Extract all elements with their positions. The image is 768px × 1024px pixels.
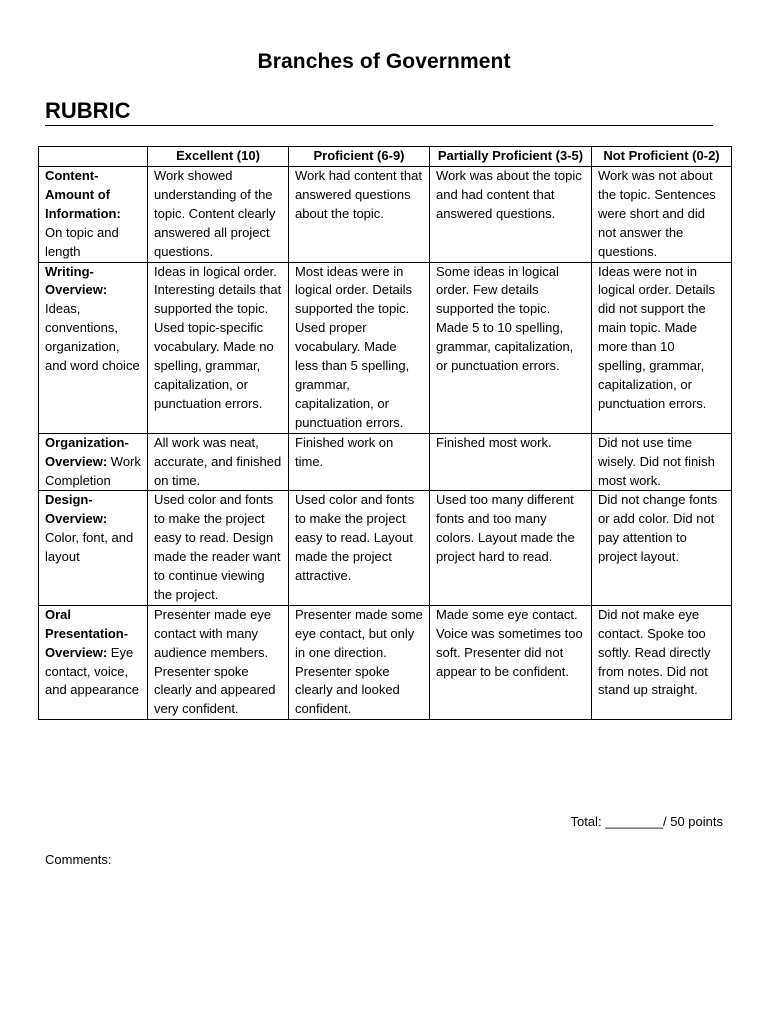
header-cell-proficient: Proficient (6-9) xyxy=(289,147,430,167)
rubric-cell: Work was not about the topic. Sentences were short and did not answer the questions. xyxy=(592,167,732,263)
rubric-cell: All work was neat, accurate, and finished on time. xyxy=(148,433,289,491)
criterion-title: Content- Amount of Information: xyxy=(45,168,121,221)
criterion-title: Oral Presentation- Overview: xyxy=(45,606,129,660)
criterion-description: Eye contact, voice, and appearance xyxy=(45,644,139,698)
rubric-name-line xyxy=(45,98,713,126)
rubric-cell: Did not change fonts or add color. Did not pay attention to project layout. xyxy=(592,491,732,605)
criterion-cell xyxy=(39,167,148,263)
criterion-title: Design- Overview: xyxy=(45,492,108,527)
rubric-cell: Did not use time wisely. Did not finish most work. xyxy=(592,433,732,491)
rubric-cell: Used color and fonts to make the project easy to read. Design made the reader want to continue viewing the project. xyxy=(148,491,289,605)
rubric-cell: Finished most work. xyxy=(430,433,592,491)
rubric-cell: Did not make eye contact. Spoke too softly. Read directly from notes. Did not stand up straight. xyxy=(592,605,732,719)
rubric-cell: Work showed understanding of the topic. Content clearly answered all project questions. xyxy=(148,167,289,263)
criterion-cell xyxy=(39,491,148,605)
rubric-cell: Used too many different fonts and too many colors. Layout made the project hard to read. xyxy=(430,491,592,605)
header-cell-partially-proficient: Partially Proficient (3-5) xyxy=(430,147,592,167)
rubric-cell: Ideas in logical order. Interesting details that supported the topic. Used topic-specific vocabulary. Made no spelling, grammar, capitalization, or punctuation errors. xyxy=(148,262,289,433)
header-cell-blank xyxy=(39,147,148,167)
rubric-cell: Finished work on time. xyxy=(289,433,430,491)
criterion-description: On topic and length xyxy=(45,224,119,259)
rubric-cell: Used color and fonts to make the project easy to read. Layout made the project attractive. xyxy=(289,491,430,605)
comments-label: Comments: xyxy=(45,852,112,867)
criterion-cell xyxy=(39,262,148,433)
rubric-cell: Presenter made eye contact with many audience members. Presenter spoke clearly and appeared very confident. xyxy=(148,605,289,719)
criterion-description: Ideas, conventions, organization, and word choice xyxy=(45,301,140,374)
rubric-cell: Work was about the topic and had content that answered questions. xyxy=(430,167,592,263)
table-row xyxy=(39,262,732,433)
rubric-cell: Some ideas in logical order. Few details supported the topic. Made 5 to 10 spelling, grammar, capitalization, or punctuation errors. xyxy=(430,262,592,433)
criterion-title: Writing- Overview: xyxy=(45,263,108,298)
rubric-cell: Most ideas were in logical order. Details supported the topic. Used proper vocabulary. Made less than 5 spelling, grammar, capitalization, or punctuation errors. xyxy=(289,262,430,433)
rubric-cell: Presenter made some eye contact, but only in one direction. Presenter spoke clearly and looked confident. xyxy=(289,605,430,719)
header-cell-excellent: Excellent (10) xyxy=(148,147,289,167)
rubric-cell: Made some eye contact. Voice was sometimes too soft. Presenter did not appear to be confident. xyxy=(430,605,592,719)
criterion-title: Organization- Overview: xyxy=(45,434,129,469)
table-row xyxy=(39,491,732,605)
header-cell-not-proficient: Not Proficient (0-2) xyxy=(592,147,732,167)
table-row xyxy=(39,167,732,263)
rubric-table xyxy=(38,146,732,720)
rubric-cell: Ideas were not in logical order. Details did not support the main topic. Made more than 10 spelling, grammar, capitalization, or punctuation errors. xyxy=(592,262,732,433)
table-row xyxy=(39,605,732,719)
criterion-description: Color, font, and layout xyxy=(45,530,134,565)
header-row xyxy=(39,147,732,167)
total-points: Total: ________/ 50 points xyxy=(570,814,723,829)
criterion-cell xyxy=(39,605,148,719)
criterion-description: Work Completion xyxy=(45,453,141,488)
rubric-cell: Work had content that answered questions about the topic. xyxy=(289,167,430,263)
criterion-cell xyxy=(39,433,148,491)
rubric-label: RUBRIC xyxy=(45,98,131,123)
table-row xyxy=(39,433,732,491)
document-title: Branches of Government xyxy=(257,50,511,73)
